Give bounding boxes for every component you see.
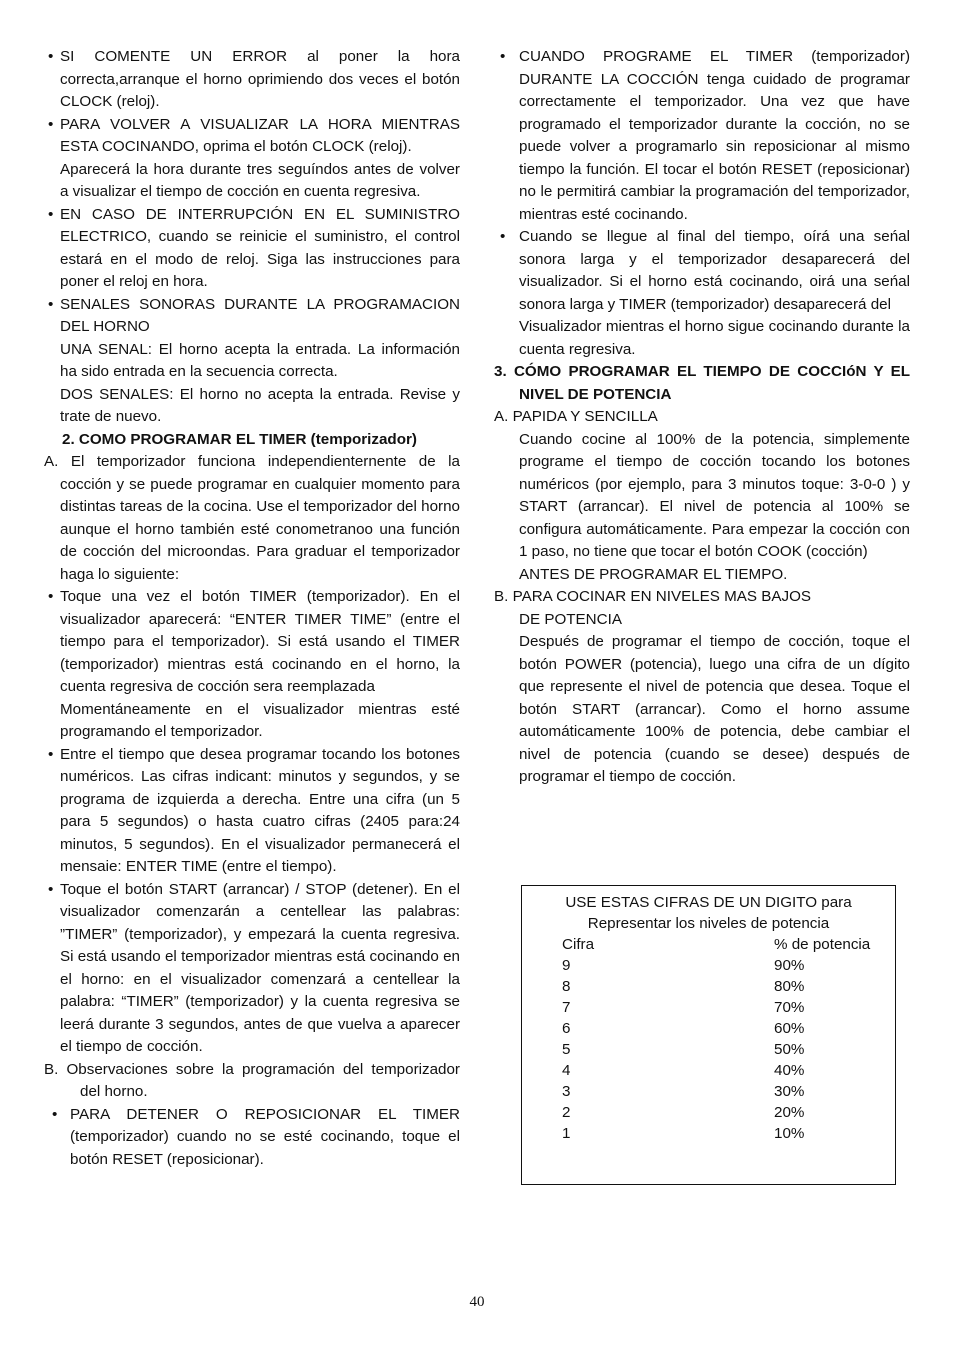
potencia: 10% (774, 1125, 805, 1142)
bullet-end-of-time (494, 226, 910, 316)
bullet-enter-time (44, 744, 460, 879)
paragraph: ANTES DE PROGRAMAR EL TIEMPO. (519, 565, 788, 583)
bullet-show-clock (44, 114, 460, 159)
col-header-cifra: Cifra (562, 936, 595, 953)
table-row (522, 1039, 895, 1060)
bullet-timer-touch (44, 586, 460, 699)
potencia: 20% (774, 1104, 805, 1121)
page-number: 40 (469, 1294, 485, 1310)
bullet-dot: • (52, 1105, 58, 1123)
paragraph: Después de programar el tiempo de cocción, toque el botón POWER (potencia), luego una cifra de un dígito que represente el nivel de potencia que desea. Toque el botón START (arrancar). Como el horno assume automáticamente 100% de potencia, debe cambiar el nivel de potencia (cuando se desee) después de programar el tiempo de cocción. (519, 633, 910, 785)
bullet-timer-during-cooking (494, 46, 910, 226)
table-row (522, 1060, 895, 1081)
bullet-reset-timer (44, 1104, 460, 1172)
table-subtitle: Representar los niveles de potencia (587, 915, 830, 932)
bullet-text: Entre el tiempo que desea programar tocando los botones numéricos. Las cifras indicant: minutos y segundos, y se programa de izquierda a derecha. Entre una cifra (un 5 para 5 segundos) o hasta cuatro cifras (2405 para:24 minutos, 5 segundos). En el visualizador permanecerá el mensaie: ENTER TIME (entre el tiempo). (60, 745, 460, 875)
bullet-power-interruption (44, 204, 460, 294)
table-row (522, 1018, 895, 1039)
bullet-start-stop (44, 879, 460, 1059)
bullet-dot: • (500, 228, 506, 245)
bullet-text: SENALES SONORAS DURANTE LA PROGRAMACION DEL HORNO (60, 295, 460, 335)
cifra: 2 (562, 1104, 571, 1121)
table-row (522, 1102, 895, 1123)
potencia: 40% (774, 1062, 805, 1079)
potencia: 80% (774, 978, 805, 995)
bullet-clock-error (44, 46, 460, 114)
table-row (522, 1123, 895, 1144)
bullet-beeps (44, 294, 460, 339)
potencia: 60% (774, 1020, 805, 1037)
paragraph-a: A. El temporizador funciona independienternente de la cocción y se puede programar en cualquier momento para distintas tareas de la cocina. Use el temporizador del horno aunque el horno también esté conometranoo una función de cocción del microondas. Para graduar el temporizador haga lo siguiente: (44, 453, 460, 583)
col-header-potencia: % de potencia (774, 936, 871, 953)
subheading-b: B. PARA COCINAR EN NIVELES MAS BAJOS (494, 588, 812, 605)
bullet-dot: • (500, 48, 506, 65)
bullet-dot: • (48, 880, 54, 898)
table-title: USE ESTAS CIFRAS DE UN DIGITO para (565, 894, 852, 911)
bullet-text: SI COMENTE UN ERROR al poner la hora correcta,arranque el horno oprimiendo dos veces el botón CLOCK (reloj). (60, 48, 460, 110)
paragraph-b: B. Observaciones sobre la programación del temporizador del horno. (44, 1060, 460, 1100)
bullet-dot: • (48, 115, 54, 133)
paragraph: Visualizador mientras el horno sigue cocinando durante la cuenta regresiva. (519, 318, 910, 358)
bullet-text: Cuando se llegue al final del tiempo, oírá una seńal sonora larga y el temporizador desaparecerá del visualizador. Si el horno está cocinando, oirá una seńal sonora larga y TIMER (temporizador) desaparecerá del (519, 228, 910, 313)
cifra: 5 (562, 1041, 571, 1058)
bullet-text: Toque el botón START (arrancar) / STOP (detener). En el visualizador comenzarán a centellear las palabras: ”TIMER” (temporizador), y empezará la cuenta regresiva. Si está usando el temporizador mientras está cocinando en el horno: en el visualizador comenzará a centellear la palabra: “TIMER” (temporizador) y la cuenta regresiva se leerá durante 3 segundos, antes de que vuelva a aparecer el tiempo de cocción. (60, 880, 460, 1055)
paragraph: DOS SENALES: El horno no acepta la entrada. Revise y trate de nuevo. (60, 385, 460, 425)
right-column (494, 46, 910, 789)
table-row (522, 997, 895, 1018)
potencia: 30% (774, 1083, 805, 1100)
cifra: 4 (562, 1062, 571, 1079)
subheading-a: A. PAPIDA Y SENCILLA (494, 408, 658, 425)
paragraph: Cuando cocine al 100% de la potencia, simplemente programe el tiempo de cocción tocando los botones numéricos (por ejemplo, para 3 minutos toque: 3-0-0 ) y START (arrancar). El nivel de potencia al 100% se configura automáticamente. Para empezar la cocción con 1 paso, no tiene que tocar el botón COOK (cocción) (519, 430, 910, 560)
cifra: 3 (562, 1083, 571, 1100)
table-row (522, 955, 895, 976)
section-heading-2: 2. COMO PROGRAMAR EL TIMER (temporizador) (62, 430, 417, 448)
cifra: 7 (562, 999, 571, 1016)
bullet-text: EN CASO DE INTERRUPCIÓN EN EL SUMINISTRO ELECTRICO, cuando se reinicie el suministro, el control estará en el modo de reloj. Siga las instrucciones para poner el reloj en hora. (60, 205, 460, 290)
power-level-table (521, 885, 896, 1185)
table-row (522, 976, 895, 997)
bullet-text: CUANDO PROGRAME EL TIMER (temporizador) DURANTE LA COCCIÓN tenga cuidado de programar correctamente el temporizador. Una vez que have programado el temporizador durante la cocción, no se puede volver a programarlo sin reposicionar al mismo tiempo la función. El tocar el botón RESET (reposicionar) no le permitirá cambiar la programación del temporizador, mientras esté cocinando. (519, 48, 910, 223)
cifra: 6 (562, 1020, 571, 1037)
bullet-dot: • (48, 745, 54, 763)
potencia: 50% (774, 1041, 805, 1058)
potencia: 70% (774, 999, 805, 1016)
bullet-dot: • (48, 48, 54, 65)
subheading-b-cont: DE POTENCIA (519, 610, 622, 628)
paragraph: Momentáneamente en el visualizador mientras esté programando el temporizador. (60, 700, 460, 740)
table-row (522, 1081, 895, 1102)
cifra: 9 (562, 957, 571, 974)
paragraph: UNA SENAL: El horno acepta la entrada. La información ha sido entrada en la secuencia correcta. (60, 340, 460, 380)
paragraph: Aparecerá la hora durante tres seguíndos antes de volver a visualizar el tiempo de cocción en cuenta regresiva. (60, 160, 460, 200)
left-column (44, 46, 460, 1171)
section-heading-3: 3. CÓMO PROGRAMAR EL TIEMPO DE COCCIóN Y EL NIVEL DE POTENCIA (494, 363, 910, 403)
table-header (522, 934, 895, 955)
cifra: 1 (562, 1125, 571, 1142)
bullet-text: PARA VOLVER A VISUALIZAR LA HORA MIENTRAS ESTA COCINANDO, oprima el botón CLOCK (reloj). (60, 115, 460, 155)
bullet-dot: • (48, 588, 54, 605)
bullet-text: PARA DETENER O REPOSICIONAR EL TIMER (temporizador) cuando no se esté cocinando, toque el botón RESET (reposicionar). (70, 1105, 460, 1168)
cifra: 8 (562, 978, 571, 995)
bullet-text: Toque una vez el botón TIMER (temporizador). En el visualizador aparecerá: “ENTER TIMER TIME” (entre el tiempo para el temporizador). Si está usando el TIMER (temporizador) mientras está cocinando en el horno, la cuenta regresiva de cocción sera reemplazada (60, 588, 460, 695)
bullet-dot: • (48, 295, 54, 313)
potencia: 90% (774, 957, 805, 974)
bullet-dot: • (48, 205, 54, 223)
